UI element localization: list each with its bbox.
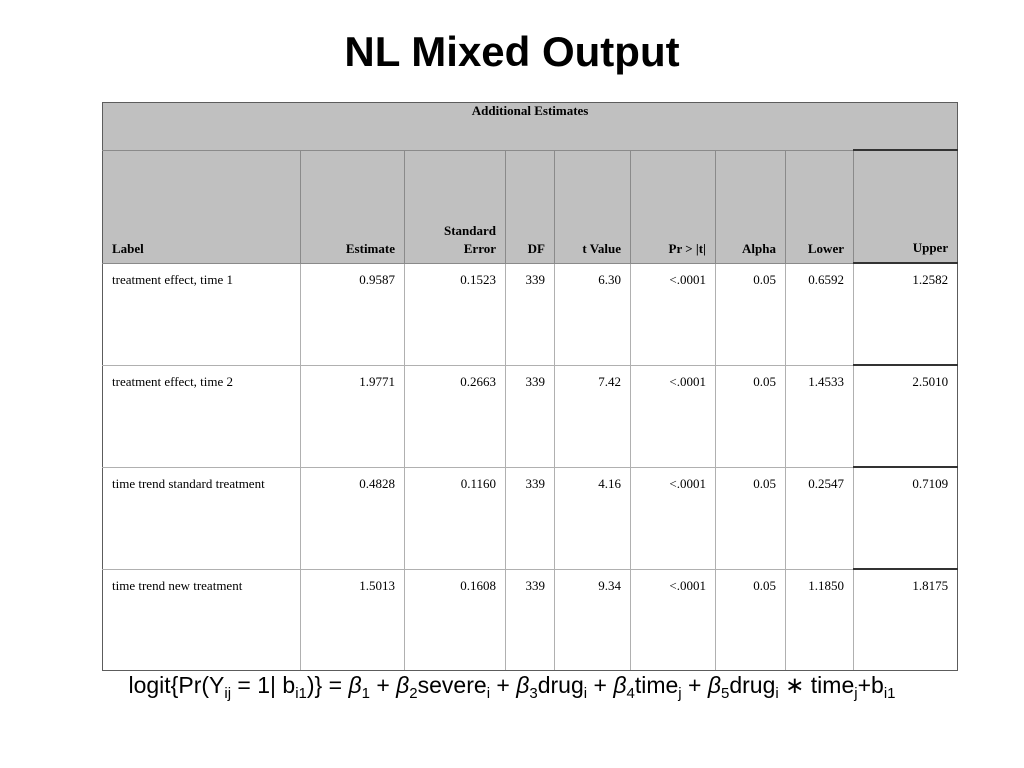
cell-upper: 1.2582 <box>854 263 958 365</box>
formula-sub-1: 1 <box>361 685 370 702</box>
formula-sub-3: 3 <box>529 685 538 702</box>
formula-severe: severe <box>417 672 487 698</box>
table-row <box>103 569 958 671</box>
formula-drug: drug <box>729 672 776 698</box>
formula-drug: drug <box>537 672 584 698</box>
cell-standard-error: 0.1523 <box>405 263 506 365</box>
estimates-table <box>102 102 958 671</box>
formula-beta-4: β <box>613 672 627 698</box>
formula-time: time <box>634 672 679 698</box>
cell-alpha: 0.05 <box>716 569 786 671</box>
formula-sub-j: j <box>678 685 682 702</box>
cell-p-value: <.0001 <box>631 365 716 467</box>
cell-alpha: 0.05 <box>716 263 786 365</box>
cell-p-value: <.0001 <box>631 263 716 365</box>
cell-standard-error: 0.1608 <box>405 569 506 671</box>
cell-lower: 0.6592 <box>786 263 854 365</box>
formula-plus: + <box>587 672 614 698</box>
cell-lower: 1.1850 <box>786 569 854 671</box>
column-header-p-value: Pr > |t| <box>631 150 716 263</box>
cell-standard-error: 0.1160 <box>405 467 506 569</box>
cell-df: 339 <box>506 569 555 671</box>
column-header-estimate: Estimate <box>301 150 405 263</box>
formula-beta-3: β <box>516 672 530 698</box>
formula-plus: + <box>681 672 708 698</box>
formula-time: time <box>810 672 855 698</box>
column-header-lower: Lower <box>786 150 854 263</box>
table-row <box>103 365 958 467</box>
formula-sub-i1: i1 <box>295 685 307 702</box>
cell-p-value: <.0001 <box>631 569 716 671</box>
formula-sub-ij: ij <box>224 685 232 702</box>
cell-df: 339 <box>506 263 555 365</box>
formula-beta-1: β <box>348 672 362 698</box>
column-header-standard-error <box>405 150 506 263</box>
formula-beta-5: β <box>707 672 721 698</box>
cell-alpha: 0.05 <box>716 467 786 569</box>
column-header-error: Error <box>463 240 496 256</box>
cell-upper: 0.7109 <box>854 467 958 569</box>
column-header-standard: Standard <box>443 222 496 238</box>
formula-sub-i: i <box>486 685 491 702</box>
cell-df: 339 <box>506 467 555 569</box>
column-header-upper: Upper <box>854 150 958 263</box>
cell-estimate: 1.5013 <box>301 569 405 671</box>
cell-label: time trend new treatment <box>103 569 301 671</box>
column-header-alpha: Alpha <box>716 150 786 263</box>
formula-sub-5: 5 <box>720 685 730 702</box>
additional-estimates-table <box>102 102 957 671</box>
cell-standard-error: 0.2663 <box>405 365 506 467</box>
column-header-df: DF <box>506 150 555 263</box>
table-row <box>103 467 958 569</box>
formula-plus: + <box>369 672 397 698</box>
formula-sub-2: 2 <box>409 685 418 702</box>
formula-lhs-suffix: )} = <box>306 672 349 698</box>
cell-t-value: 7.42 <box>555 365 631 467</box>
formula-lhs-mid: = 1| b <box>231 672 296 698</box>
cell-upper: 1.8175 <box>854 569 958 671</box>
cell-df: 339 <box>506 365 555 467</box>
formula-sub-4: 4 <box>626 685 635 702</box>
cell-t-value: 6.30 <box>555 263 631 365</box>
cell-p-value: <.0001 <box>631 467 716 569</box>
formula-plus-b: +b <box>857 672 884 698</box>
formula-sub-j: j <box>854 685 858 702</box>
column-header-label: Label <box>103 150 301 263</box>
cell-t-value: 9.34 <box>555 569 631 671</box>
cell-lower: 1.4533 <box>786 365 854 467</box>
cell-label: treatment effect, time 2 <box>103 365 301 467</box>
formula-sub-i: i <box>583 685 588 702</box>
formula-sub-i: i <box>775 685 779 702</box>
cell-estimate: 0.4828 <box>301 467 405 569</box>
table-row <box>103 263 958 365</box>
table-caption: Additional Estimates <box>103 103 958 151</box>
cell-estimate: 1.9771 <box>301 365 405 467</box>
formula-sub-i1: i1 <box>883 685 896 702</box>
cell-label: treatment effect, time 1 <box>103 263 301 365</box>
cell-label: time trend standard treatment <box>103 467 301 569</box>
cell-t-value: 4.16 <box>555 467 631 569</box>
cell-lower: 0.2547 <box>786 467 854 569</box>
cell-upper: 2.5010 <box>854 365 958 467</box>
formula-lhs-prefix: logit{Pr(Y <box>128 672 225 698</box>
column-header-t-value: t Value <box>555 150 631 263</box>
slide-title: NL Mixed Output <box>344 28 680 75</box>
formula-beta-2: β <box>396 672 410 698</box>
model-formula <box>0 672 1024 702</box>
formula-times: ∗ <box>778 672 811 698</box>
cell-estimate: 0.9587 <box>301 263 405 365</box>
cell-alpha: 0.05 <box>716 365 786 467</box>
formula-plus: + <box>490 672 517 698</box>
